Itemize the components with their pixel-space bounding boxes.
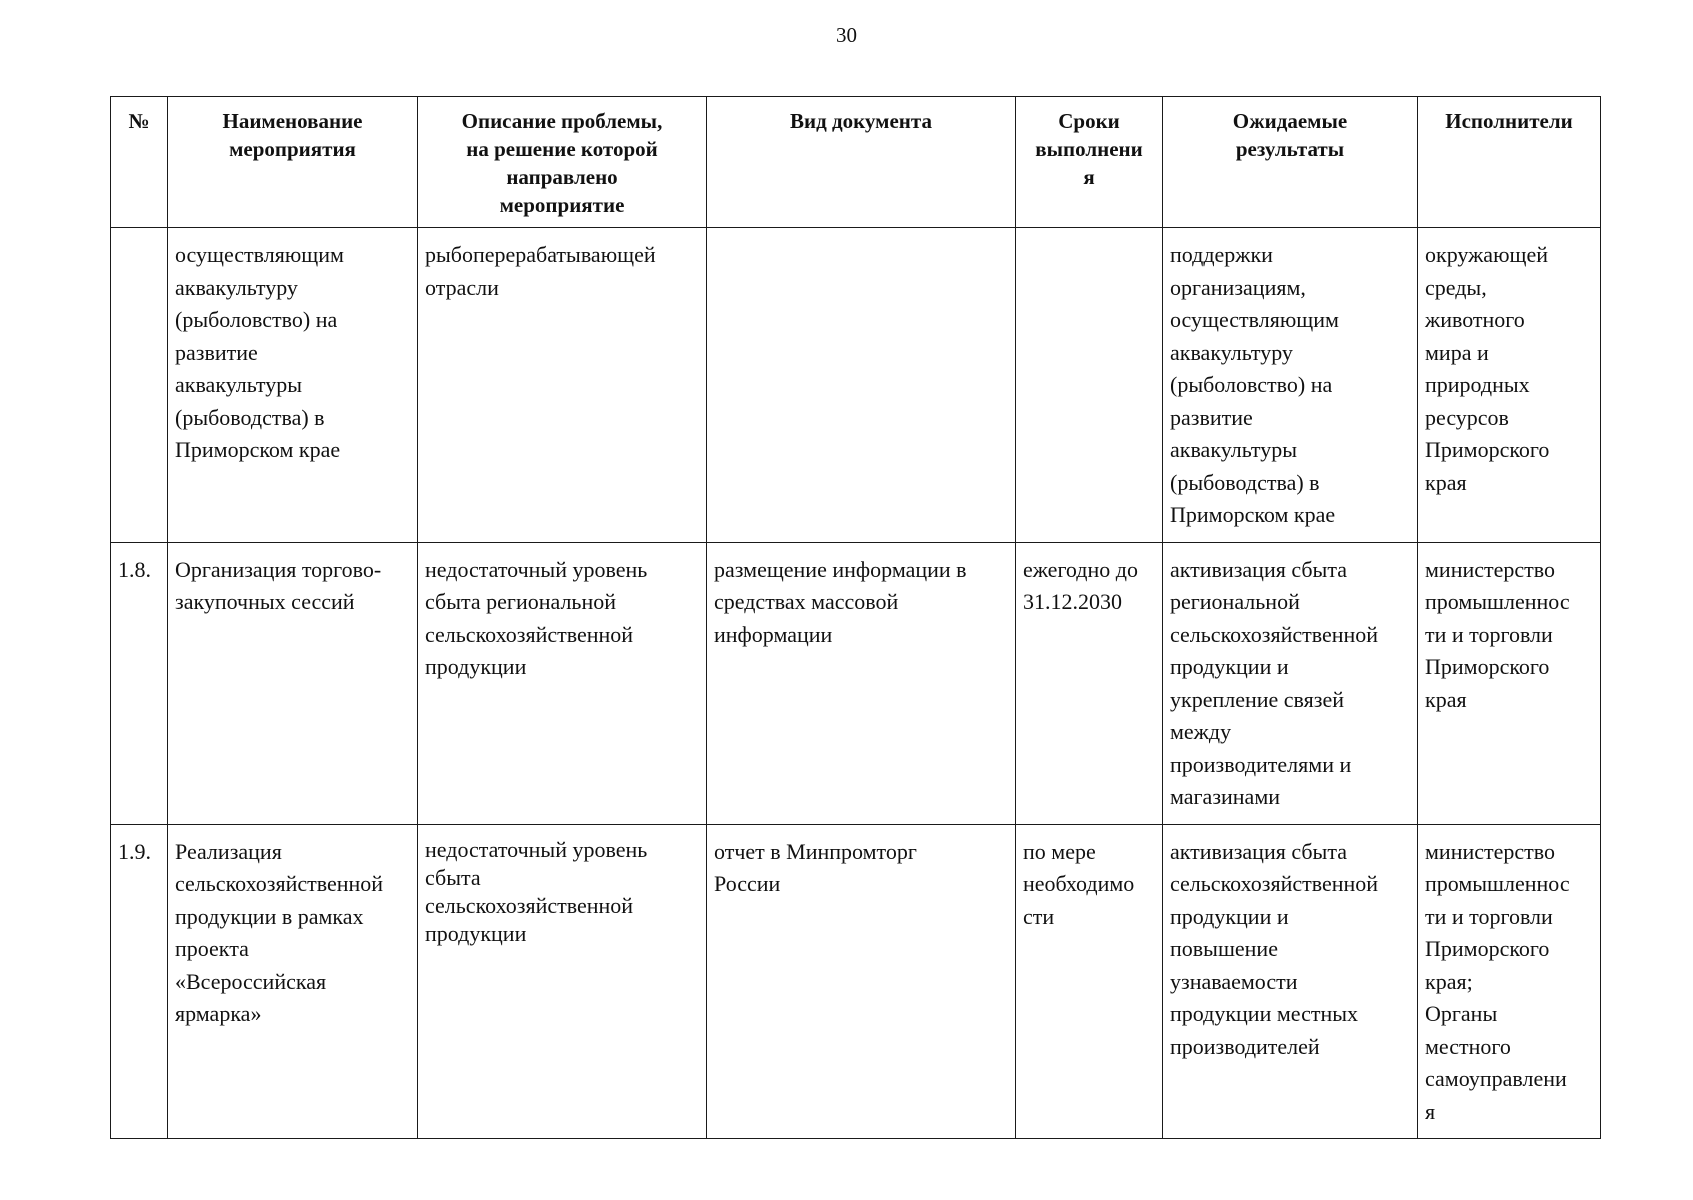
- table-header-row: [111, 97, 1601, 228]
- cell-result: активизация сбыта сельскохозяйственной продукции и повышение узнаваемости продукции местных производителей: [1163, 824, 1418, 1139]
- cell-result: поддержки организациям, осуществляющим аквакультуру (рыболовство) на развитие аквакультуры (рыбоводства) в Приморском крае: [1163, 228, 1418, 543]
- page-number: 30: [836, 23, 857, 47]
- cell-deadline: ежегодно до 31.12.2030: [1016, 542, 1163, 824]
- header-deadline: Сроки выполнени я: [1016, 97, 1163, 228]
- header-number: №: [111, 97, 168, 228]
- cell-number: 1.9.: [111, 824, 168, 1139]
- cell-doc-type: [707, 228, 1016, 543]
- table-row: [111, 542, 1601, 824]
- cell-executors: министерство промышленнос ти и торговли Приморского края: [1418, 542, 1601, 824]
- cell-deadline: по мере необходимо сти: [1016, 824, 1163, 1139]
- cell-number: 1.8.: [111, 542, 168, 824]
- cell-name: осуществляющим аквакультуру (рыболовство) на развитие аквакультуры (рыбоводства) в Приморском крае: [168, 228, 418, 543]
- cell-name: Организация торгово- закупочных сессий: [168, 542, 418, 824]
- header-executors: Исполнители: [1418, 97, 1601, 228]
- header-name: Наименование мероприятия: [168, 97, 418, 228]
- measures-table: [110, 96, 1601, 1139]
- cell-executors: окружающей среды, животного мира и природных ресурсов Приморского края: [1418, 228, 1601, 543]
- cell-executors: министерство промышленнос ти и торговли Приморского края; Органы местного самоуправлени я: [1418, 824, 1601, 1139]
- cell-problem: рыбоперерабатывающей отрасли: [418, 228, 707, 543]
- cell-doc-type: размещение информации в средствах массовой информации: [707, 542, 1016, 824]
- cell-name: Реализация сельскохозяйственной продукции в рамках проекта «Всероссийская ярмарка»: [168, 824, 418, 1139]
- cell-number: [111, 228, 168, 543]
- header-doc-type: Вид документа: [707, 97, 1016, 228]
- cell-deadline: [1016, 228, 1163, 543]
- table-row: [111, 824, 1601, 1139]
- header-problem: Описание проблемы, на решение которой направлено мероприятие: [418, 97, 707, 228]
- table-row: [111, 228, 1601, 543]
- header-result: Ожидаемые результаты: [1163, 97, 1418, 228]
- cell-problem: недостаточный уровень сбыта сельскохозяйственной продукции: [418, 824, 707, 1139]
- cell-doc-type: отчет в Минпромторг России: [707, 824, 1016, 1139]
- cell-result: активизация сбыта региональной сельскохозяйственной продукции и укрепление связей между производителями и магазинами: [1163, 542, 1418, 824]
- cell-problem: недостаточный уровень сбыта региональной сельскохозяйственной продукции: [418, 542, 707, 824]
